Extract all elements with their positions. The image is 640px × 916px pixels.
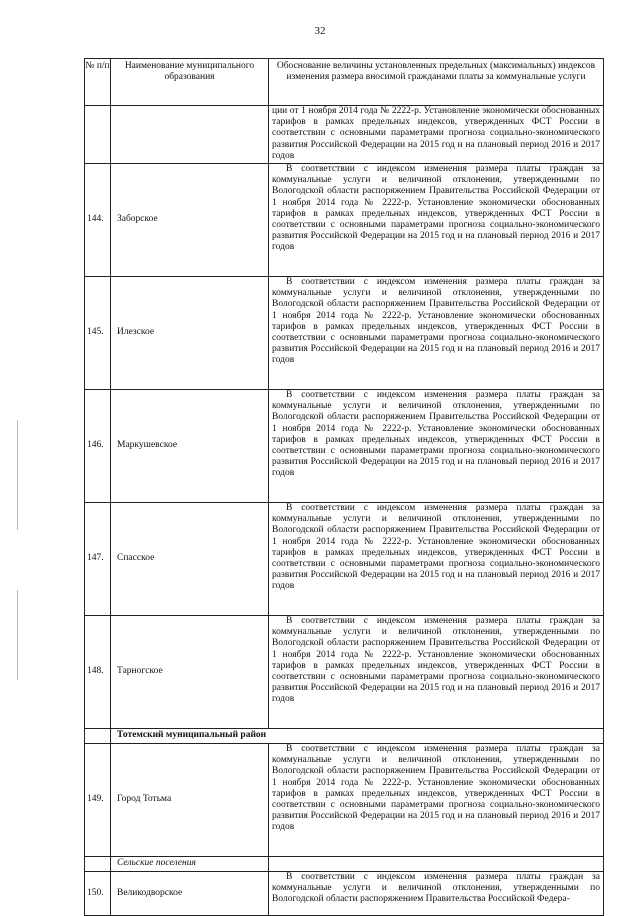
page-number: 32 (314, 25, 326, 37)
row-name: Заборское (111, 164, 269, 277)
row-name: Маркушевское (111, 390, 269, 503)
subsection-heading: Сельские поселения (111, 857, 269, 872)
row-num: 144. (85, 164, 111, 277)
table-row (85, 503, 604, 616)
row-basis: В соответствии с индексом изменения размера платы граждан за коммунальные услуги и величиной отклонения, утвержденными по Вологодской области распоряжением Правительства Российской Федера- (272, 872, 600, 905)
table-row (85, 106, 604, 164)
table-row (85, 744, 604, 857)
district-heading: Тотемский муниципальный район (111, 729, 604, 744)
row-basis: В соответствии с индексом изменения размера платы граждан за коммунальные услуги и величиной отклонения, утвержденными по Вологодской области распоряжением Правительства Российской Федерации от 1 ноября 2014 года № 2222-р. Установление экономически обоснованных тарифов в рамках предельных индексов, утвержденных ФСТ России в соответствии с основными параметрами прогноза социально-экономического развития Российской Федерации на 2015 год и на плановый период 2016 и 2017 годов (272, 277, 600, 366)
table-row (85, 164, 604, 277)
row-basis: В соответствии с индексом изменения размера платы граждан за коммунальные услуги и величиной отклонения, утвержденными по Вологодской области распоряжением Правительства Российской Федерации от 1 ноября 2014 года № 2222-р. Установление экономически обоснованных тарифов в рамках предельных индексов, утвержденных ФСТ России в соответствии с основными параметрами прогноза социально-экономического развития Российской Федерации на 2015 год и на плановый период 2016 и 2017 годов (272, 390, 600, 479)
table-row (85, 872, 604, 916)
district-heading-row (85, 729, 604, 744)
table-row (85, 616, 604, 729)
header-basis: Обоснование величины установленных предельных (максимальных) индексов изменения размера вносимой гражданами платы за коммунальные услуги (269, 59, 604, 106)
row-num: 145. (85, 277, 111, 390)
scan-edge-line (17, 590, 18, 680)
row-name: Тарногское (111, 616, 269, 729)
row-basis: ции от 1 ноября 2014 года № 2222-р. Установление экономически обоснованных тарифов в рамках предельных индексов, утвержденных ФСТ России в соответствии с основными параметрами прогноза социально-экономического развития Российской Федерации на 2015 год и на плановый период 2016 и 2017 годов (269, 106, 604, 164)
row-basis: В соответствии с индексом изменения размера платы граждан за коммунальные услуги и величиной отклонения, утвержденными по Вологодской области распоряжением Правительства Российской Федерации от 1 ноября 2014 года № 2222-р. Установление экономически обоснованных тарифов в рамках предельных индексов, утвержденных ФСТ России в соответствии с основными параметрами прогноза социально-экономического развития Российской Федерации на 2015 год и на плановый период 2016 и 2017 годов (272, 616, 600, 705)
row-num: 147. (85, 503, 111, 616)
header-num: № п/п (85, 59, 111, 106)
row-num: 146. (85, 390, 111, 503)
table-row (85, 277, 604, 390)
row-name: Город Тотьма (111, 744, 269, 857)
header-name: Наименование муниципального образования (111, 59, 269, 106)
row-num (85, 106, 111, 164)
scan-edge-line (17, 420, 18, 530)
row-basis: В соответствии с индексом изменения размера платы граждан за коммунальные услуги и величиной отклонения, утвержденными по Вологодской области распоряжением Правительства Российской Федерации от 1 ноября 2014 года № 2222-р. Установление экономически обоснованных тарифов в рамках предельных индексов, утвержденных ФСТ России в соответствии с основными параметрами прогноза социально-экономического развития Российской Федерации на 2015 год и на плановый период 2016 и 2017 годов (272, 744, 600, 833)
row-name: Илезское (111, 277, 269, 390)
subsection-row (85, 857, 604, 872)
row-name: Спасское (111, 503, 269, 616)
row-num: 149. (85, 744, 111, 857)
row-basis: В соответствии с индексом изменения размера платы граждан за коммунальные услуги и величиной отклонения, утвержденными по Вологодской области распоряжением Правительства Российской Федерации от 1 ноября 2014 года № 2222-р. Установление экономически обоснованных тарифов в рамках предельных индексов, утвержденных ФСТ России в соответствии с основными параметрами прогноза социально-экономического развития Российской Федерации на 2015 год и на плановый период 2016 и 2017 годов (272, 503, 600, 592)
table-header-row (85, 59, 604, 106)
row-name (111, 106, 269, 164)
row-num: 150. (85, 872, 111, 916)
tariff-index-table (84, 58, 604, 916)
table-row (85, 390, 604, 503)
row-name: Великодворское (111, 872, 269, 916)
row-num: 148. (85, 616, 111, 729)
row-basis: В соответствии с индексом изменения размера платы граждан за коммунальные услуги и величиной отклонения, утвержденными по Вологодской области распоряжением Правительства Российской Федерации от 1 ноября 2014 года № 2222-р. Установление экономически обоснованных тарифов в рамках предельных индексов, утвержденных ФСТ России в соответствии с основными параметрами прогноза социально-экономического развития Российской Федерации на 2015 год и на плановый период 2016 и 2017 годов (272, 164, 600, 253)
